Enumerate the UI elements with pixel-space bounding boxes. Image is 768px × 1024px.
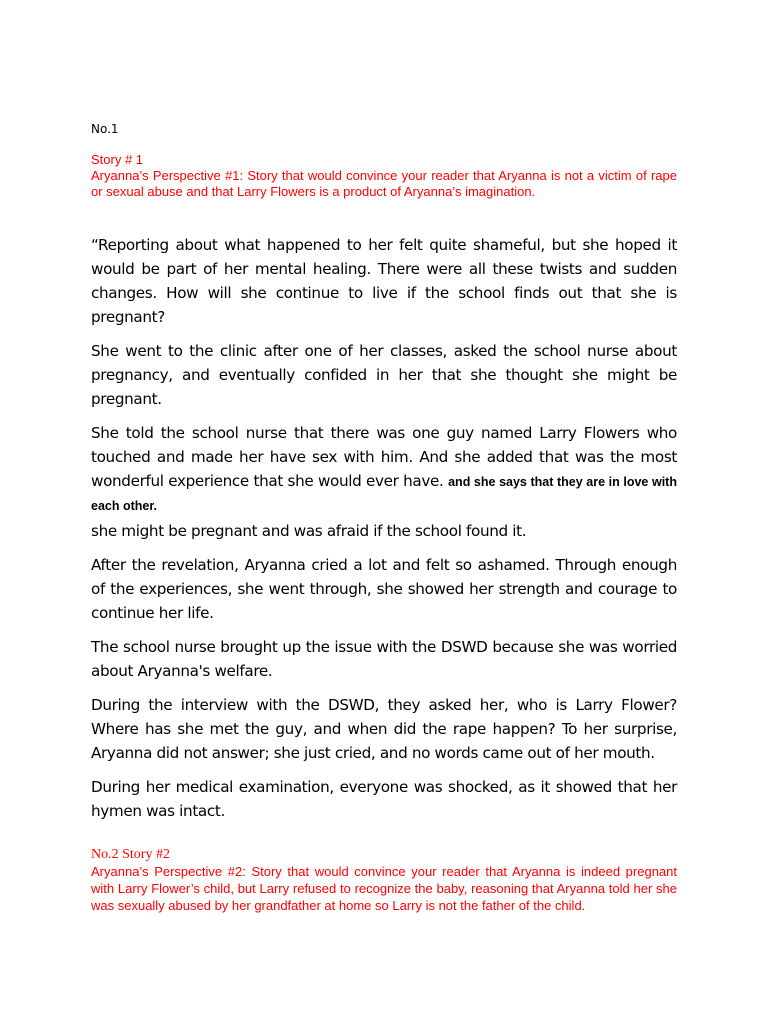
body-paragraph-1: “Reporting about what happened to her felt quite shameful, but she hoped it would be part of her mental healing. There were all these twists and sudden changes. How will she continue to live if the school finds out that she is pregnant? bbox=[91, 236, 677, 326]
story2-description: Aryanna’s Perspective #2: Story that would convince your reader that Aryanna is indeed pregnant with Larry Flower’s child, but Larry refused to recognize the baby, reasoning that Aryanna told her she was sexually abused by her grandfather at home so Larry is not the father of the child. bbox=[91, 864, 677, 913]
body-paragraph-7: During the interview with the DSWD, they asked her, who is Larry Flower? Where has she met the guy, and when did the rape happen? To her surprise, Aryanna did not answer; she just cried, and no words came out of her mouth. bbox=[91, 696, 677, 762]
story1-body bbox=[91, 233, 677, 833]
body-paragraph-2: She went to the clinic after one of her classes, asked the school nurse about pregnancy, and eventually confided in her that she thought she might be pregnant. bbox=[91, 342, 677, 408]
body-paragraph-6: The school nurse brought up the issue with the DSWD because she was worried about Aryanna's welfare. bbox=[91, 638, 677, 680]
body-paragraph-5: After the revelation, Aryanna cried a lot and felt so ashamed. Through enough of the experiences, she went through, she showed her strength and courage to continue her life. bbox=[91, 556, 677, 622]
story2-prompt bbox=[91, 846, 677, 914]
body-paragraph-4: she might be pregnant and was afraid if the school found it. bbox=[91, 522, 527, 540]
body-paragraph-3 bbox=[91, 421, 677, 517]
story1-heading: Story # 1 bbox=[91, 152, 144, 167]
section-label-no1: No.1 bbox=[91, 122, 119, 136]
body-paragraph-3-bold-note: and she says that they are in love with each other. bbox=[91, 475, 677, 513]
story1-description: Aryanna’s Perspective #1: Story that would convince your reader that Aryanna is not a victim of rape or sexual abuse and that Larry Flowers is a product of Aryanna’s imagination. bbox=[91, 168, 677, 199]
body-paragraph-8: During her medical examination, everyone was shocked, as it showed that her hymen was intact. bbox=[91, 778, 677, 820]
story2-heading: No.2 Story #2 bbox=[91, 847, 170, 862]
body-paragraph-3-text: She told the school nurse that there was one guy named Larry Flowers who touched and made her have sex with him. And she added that was the most wonderful experience that she would ever have. bbox=[91, 424, 677, 490]
story1-prompt bbox=[91, 152, 677, 200]
